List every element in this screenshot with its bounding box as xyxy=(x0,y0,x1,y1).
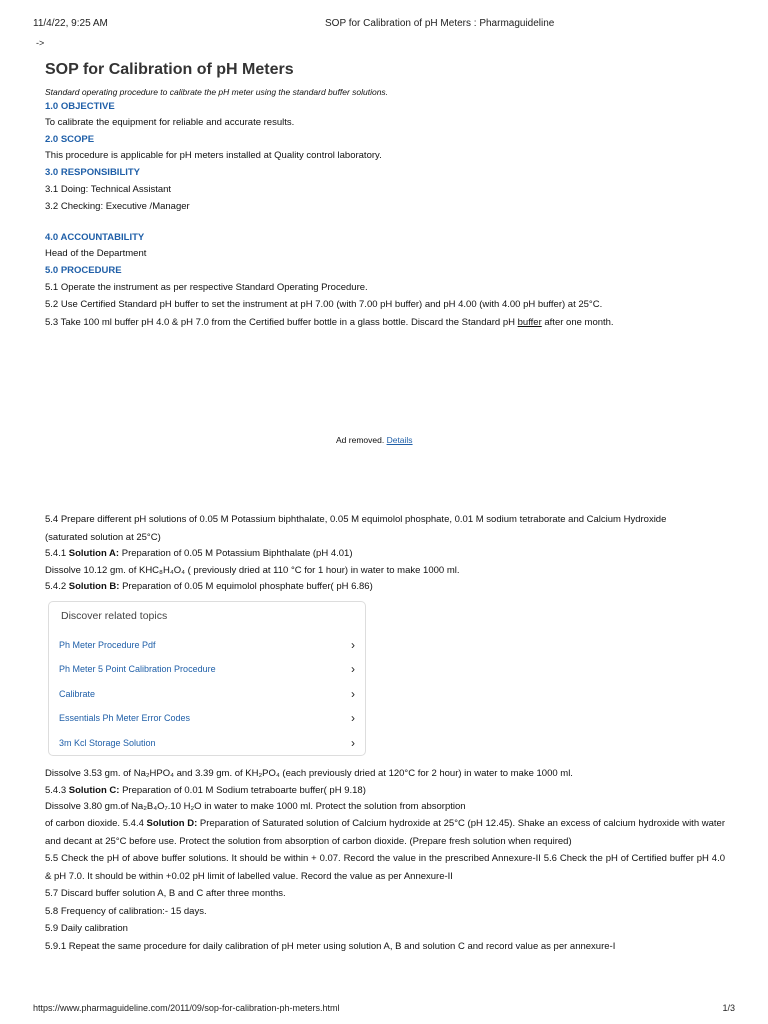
related-topic-item[interactable] xyxy=(49,633,365,658)
page-title: SOP for Calibration of pH Meters xyxy=(45,61,294,78)
solution-b-dissolve: Dissolve 3.53 gm. of Na₂HPO₄ and 3.39 gm. of KH₂PO₄ (each previously dried at 120°C for 2 hour) in water to make 1000 ml. xyxy=(45,768,573,780)
stray-arrow-text: -> xyxy=(36,38,45,48)
related-topic-label: Ph Meter 5 Point Calibration Procedure xyxy=(59,664,216,675)
procedure-5-4-4-lead: of carbon dioxide. 5.4.4 xyxy=(45,818,147,830)
related-topics-heading: Discover related topics xyxy=(61,610,168,623)
procedure-5-4-3-text: Preparation of 0.01 M Sodium tetraboarte buffer( pH 9.18) xyxy=(119,784,366,796)
procedure-5-2: 5.2 Use Certified Standard pH buffer to set the instrument at pH 7.00 (with 7.00 pH buffer) and pH 4.00 (with 4.00 pH buffer) at 25°C. xyxy=(45,299,603,311)
page-subtitle: Standard operating procedure to calibrate the pH meter using the standard buffer solutions. xyxy=(45,87,389,97)
page-number: 1/3 xyxy=(722,1003,735,1013)
ad-removed-label: Ad removed. xyxy=(336,435,385,446)
ad-removed-notice xyxy=(336,432,413,448)
ad-placeholder xyxy=(45,331,725,511)
procedure-5-4-4-text: Preparation of Saturated solution of Calcium hydroxide at 25°C (pH 12.45). Shake an excess of calcium hydroxide with water and decant at 25°C before use. Protect the solution from absorption of carbon dioxide. (Prepare fresh solution when required) xyxy=(45,818,726,847)
page-url: https://www.pharmaguideline.com/2011/09/sop-for-calibration-ph-meters.html xyxy=(33,1003,340,1013)
objective-text: To calibrate the equipment for reliable and accurate results. xyxy=(45,117,295,129)
procedure-5-4-2 xyxy=(45,579,725,595)
procedure-5-9-1: 5.9.1 Repeat the same procedure for daily calibration of pH meter using solution A, B and solution C and record value as per annexure-I xyxy=(45,940,616,952)
related-topics-box xyxy=(48,601,366,756)
related-topic-label: Calibrate xyxy=(59,688,96,699)
chevron-right-icon: › xyxy=(351,686,355,701)
procedure-5-4-1-text: Preparation of 0.05 M Potassium Biphthalate (pH 4.01) xyxy=(119,548,353,560)
solution-c-label: Solution C: xyxy=(68,784,120,796)
print-datetime: 11/4/22, 9:25 AM xyxy=(33,18,108,29)
section-heading-responsibility: 3.0 RESPONSIBILITY xyxy=(45,166,141,178)
solution-b-label: Solution B: xyxy=(68,580,120,592)
chevron-right-icon: › xyxy=(351,637,355,652)
article-body xyxy=(45,60,725,955)
accountability-text: Head of the Department xyxy=(45,248,147,260)
chevron-right-icon: › xyxy=(351,711,355,726)
procedure-5-4-2-number: 5.4.2 xyxy=(45,580,69,592)
responsibility-checking: 3.2 Checking: Executive /Manager xyxy=(45,201,190,213)
related-topic-item[interactable] xyxy=(49,731,365,756)
procedure-5-1: 5.1 Operate the instrument as per respective Standard Operating Procedure. xyxy=(45,282,368,294)
section-heading-accountability: 4.0 ACCOUNTABILITY xyxy=(45,231,145,243)
procedure-5-4: 5.4 Prepare different pH solutions of 0.05 M Potassium biphthalate, 0.05 M equimolol phosphate, 0.01 M sodium tetraborate and Calcium Hydroxide xyxy=(45,514,667,526)
procedure-5-4-2-text: Preparation of 0.05 M equimolol phosphate buffer( pH 6.86) xyxy=(119,580,373,592)
responsibility-doing: 3.1 Doing: Technical Assistant xyxy=(45,184,172,196)
section-heading-scope: 2.0 SCOPE xyxy=(45,133,95,145)
procedure-5-3-text: 5.3 Take 100 ml buffer pH 4.0 & pH 7.0 from the Certified buffer bottle in a glass bottle. Discard the Standard pH xyxy=(45,316,518,328)
procedure-5-9: 5.9 Daily calibration xyxy=(45,923,128,935)
procedure-5-8: 5.8 Frequency of calibration:- 15 days. xyxy=(45,905,207,917)
related-topic-label: 3m Kcl Storage Solution xyxy=(59,737,156,748)
solution-a-dissolve: Dissolve 10.12 gm. of KHC₈H₄O₄ ( previously dried at 110 °C for 1 hour) in water to make 1000 ml. xyxy=(45,564,460,576)
procedure-5-7: 5.7 Discard buffer solution A, B and C after three months. xyxy=(45,888,286,900)
solution-c-dissolve: Dissolve 3.80 gm.of Na₂B₄O₇.10 H₂O in water to make 1000 ml. Protect the solution from absorption xyxy=(45,801,466,813)
procedure-5-3-tail: after one month. xyxy=(541,316,614,328)
related-topic-item[interactable] xyxy=(49,657,365,682)
related-topic-label: Essentials Ph Meter Error Codes xyxy=(59,713,191,724)
scope-text: This procedure is applicable for pH meters installed at Quality control laboratory. xyxy=(45,150,382,162)
related-topic-item[interactable] xyxy=(49,706,365,731)
section-heading-procedure: 5.0 PROCEDURE xyxy=(45,264,122,276)
procedure-5-4-cont: (saturated solution at 25°C) xyxy=(45,531,161,543)
procedure-5-4-3-number: 5.4.3 xyxy=(45,784,69,796)
chevron-right-icon: › xyxy=(351,662,355,677)
procedure-5-4-1 xyxy=(45,546,725,562)
procedure-5-5: 5.5 Check the pH of above buffer solutions. It should be within + 0.07. Record the value in the prescribed Annexure-II 5.6 Check the pH of Certified buffer pH 4.0 & pH 7.0. It should be within +0.02 pH limit of labelled value. Record the value as per Annexure-II xyxy=(45,853,725,882)
procedure-5-4-3 xyxy=(45,783,725,799)
solution-a-label: Solution A: xyxy=(68,548,120,560)
procedure-5-3 xyxy=(45,315,725,331)
related-topic-item[interactable] xyxy=(49,682,365,707)
procedure-5-4-1-number: 5.4.1 xyxy=(45,548,69,560)
ad-details-link[interactable]: Details xyxy=(386,435,413,446)
related-topic-label: Ph Meter Procedure Pdf xyxy=(59,639,156,650)
solution-d-label: Solution D: xyxy=(146,818,198,830)
chevron-right-icon: › xyxy=(351,735,355,750)
buffer-link[interactable]: buffer xyxy=(517,316,542,328)
print-page-title: SOP for Calibration of pH Meters : Pharmaguideline xyxy=(325,18,555,29)
procedure-5-4-4 xyxy=(45,815,725,850)
section-heading-objective: 1.0 OBJECTIVE xyxy=(45,101,115,112)
